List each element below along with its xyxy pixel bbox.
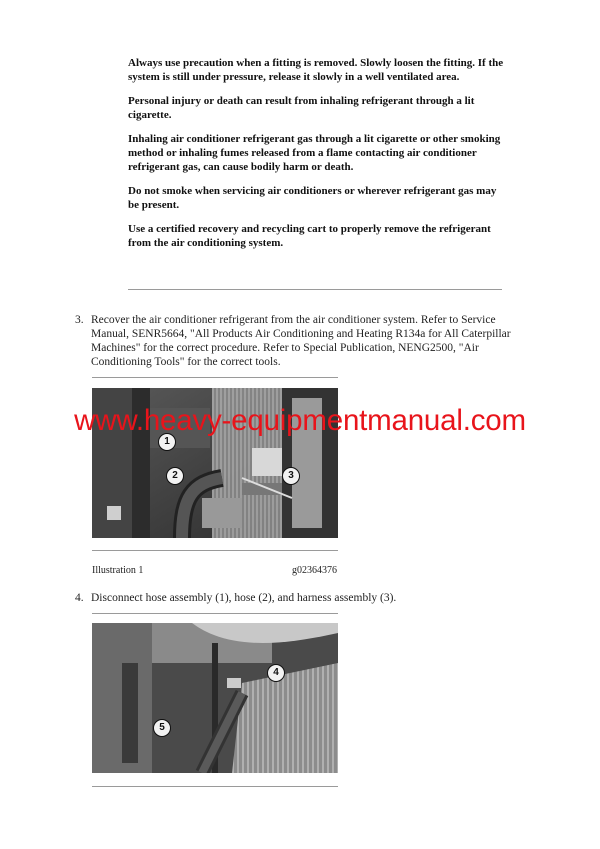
illustration-2-photo — [92, 623, 338, 773]
warning-divider — [128, 289, 502, 290]
warning-block — [128, 56, 508, 260]
callout-1: 1 — [158, 433, 176, 451]
illustration-1-id: g02364376 — [292, 565, 337, 576]
illustration-2-top-rule — [92, 613, 338, 614]
illustration-2-bottom-rule — [92, 786, 338, 787]
illustration-1-label: Illustration 1 — [92, 565, 144, 576]
illustration-1-top-rule — [92, 377, 338, 378]
condenser-photo — [92, 623, 338, 773]
step-number: 3. — [75, 314, 84, 326]
step-text: Recover the air conditioner refrigerant from the air conditioner system. Refer to Service Manual, SENR5664, "All Products Air Conditioning and Heating R134a for All Caterpillar Machines" for the correct procedure. Refer to Special Publication, NENG2500, "Air Conditioning Tools" for the correct tools. — [91, 314, 511, 368]
warning-paragraph: Inhaling air conditioner refrigerant gas through a lit cigarette or other smoking method or inhaling fumes released from a flame contacting air conditioner refrigerant gas, can cause bodily harm or death. — [128, 133, 501, 173]
illustration-1-bottom-rule — [92, 550, 338, 551]
step-text: Disconnect hose assembly (1), hose (2), and harness assembly (3). — [91, 592, 397, 604]
warning-paragraph: Always use precaution when a fitting is removed. Slowly loosen the fitting. If the system is still under pressure, release it slowly in a well ventilated area. — [128, 57, 504, 83]
warning-paragraph: Do not smoke when servicing air conditioners or wherever refrigerant gas may be present. — [128, 185, 497, 211]
callout-5: 5 — [153, 719, 171, 737]
watermark: www.heavy-equipmentmanual.com — [74, 404, 526, 437]
callout-2: 2 — [166, 467, 184, 485]
step-number: 4. — [75, 592, 84, 604]
callout-4: 4 — [267, 664, 285, 682]
warning-paragraph: Use a certified recovery and recycling cart to properly remove the refrigerant from the air conditioning system. — [128, 223, 491, 249]
callout-3: 3 — [282, 467, 300, 485]
warning-paragraph: Personal injury or death can result from inhaling refrigerant through a lit cigarette. — [128, 95, 475, 121]
